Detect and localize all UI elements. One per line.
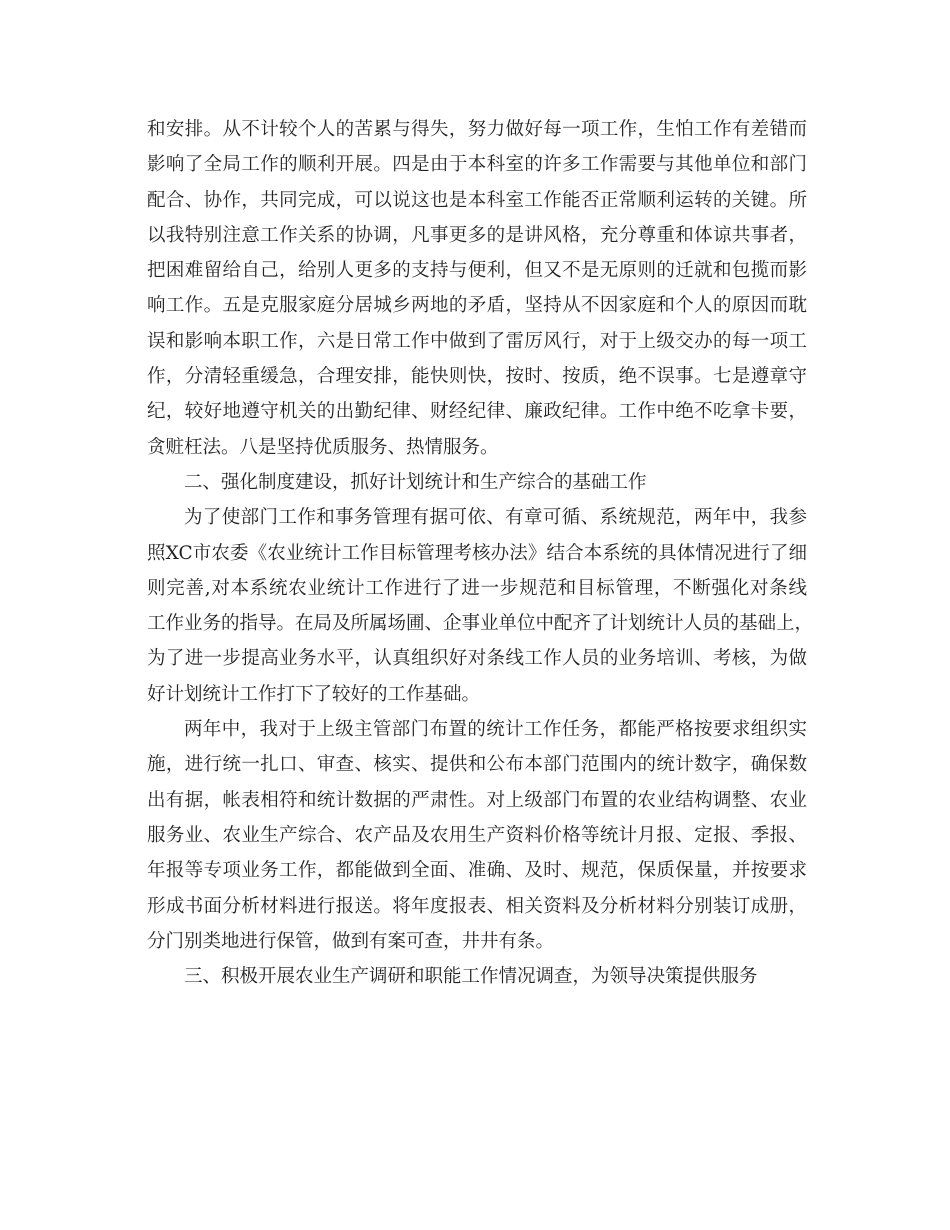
text-line: 响工作。五是克服家庭分居城乡两地的矛盾，坚持从不因家庭和个人的原因而耽 (147, 295, 807, 317)
text-line: 为了使部门工作和事务管理有据可依、有章可循、系统规范，两年中，我参 (184, 507, 807, 529)
text-line: 工作业务的指导。在局及所属场圃、企事业单位中配齐了计划统计人员的基础上， (147, 613, 814, 635)
text-line: 形成书面分析材料进行报送。将年度报表、相关资料及分析材料分别装订成册， (147, 895, 807, 917)
text-line: 影响了全局工作的顺利开展。四是由于本科室的许多工作需要与其他单位和部门 (147, 154, 807, 176)
text-line: 二、强化制度建设，抓好计划统计和生产综合的基础工作 (184, 471, 647, 493)
text-line: 出有据，帐表相符和统计数据的严肃性。对上级部门布置的农业结构调整、农业 (147, 789, 807, 811)
text-line: 把困难留给自己，给别人更多的支持与便利，但又不是无原则的迁就和包揽而影 (147, 260, 807, 282)
text-line: 配合、协作，共同完成，可以说这也是本科室工作能否正常顺利运转的关键。所 (147, 189, 807, 211)
text-line: 纪，较好地遵守机关的出勤纪律、财经纪律、廉政纪律。工作中绝不吃拿卡要， (147, 401, 807, 423)
text-line: 贪赃枉法。八是坚持优质服务、热情服务。 (147, 436, 499, 458)
text-line: 和安排。从不计较个人的苦累与得失，努力做好每一项工作，生怕工作有差错而 (147, 119, 807, 140)
text-line: 分门别类地进行保管，做到有案可查，井井有条。 (147, 930, 555, 952)
text-line: 则完善,对本系统农业统计工作进行了进一步规范和目标管理，不断强化对条线 (147, 577, 807, 599)
text-line: 好计划统计工作打下了较好的工作基础。 (147, 683, 481, 705)
document-body (147, 112, 814, 994)
text-line: 服务业、农业生产综合、农产品及农用生产资料价格等统计月报、定报、季报、 (147, 824, 807, 846)
text-line: 照XC市农委《农业统计工作目标管理考核办法》结合本系统的具体情况进行了细 (147, 542, 807, 564)
text-line: 施，进行统一扎口、审查、核实、提供和公布本部门范围内的统计数字，确保数 (147, 754, 807, 776)
text-line: 年报等专项业务工作，都能做到全面、准确、及时、规范，保质保量，并按要求 (147, 860, 807, 882)
text-line: 两年中，我对于上级主管部门布置的统计工作任务，都能严格按要求组织实 (184, 719, 807, 741)
text-line: 三、积极开展农业生产调研和职能工作情况调查，为领导决策提供服务 (184, 966, 758, 988)
text-line: 误和影响本职工作，六是日常工作中做到了雷厉风行，对于上级交办的每一项工 (147, 330, 807, 352)
text-line: 以我特别注意工作关系的协调，凡事更多的是讲风格，充分尊重和体谅共事者， (147, 224, 807, 246)
text-line: 为了进一步提高业务水平，认真组织好对条线工作人员的业务培训、考核，为做 (147, 648, 807, 670)
text-line: 作，分清轻重缓急，合理安排，能快则快，按时、按质，绝不误事。七是遵章守 (147, 366, 807, 388)
